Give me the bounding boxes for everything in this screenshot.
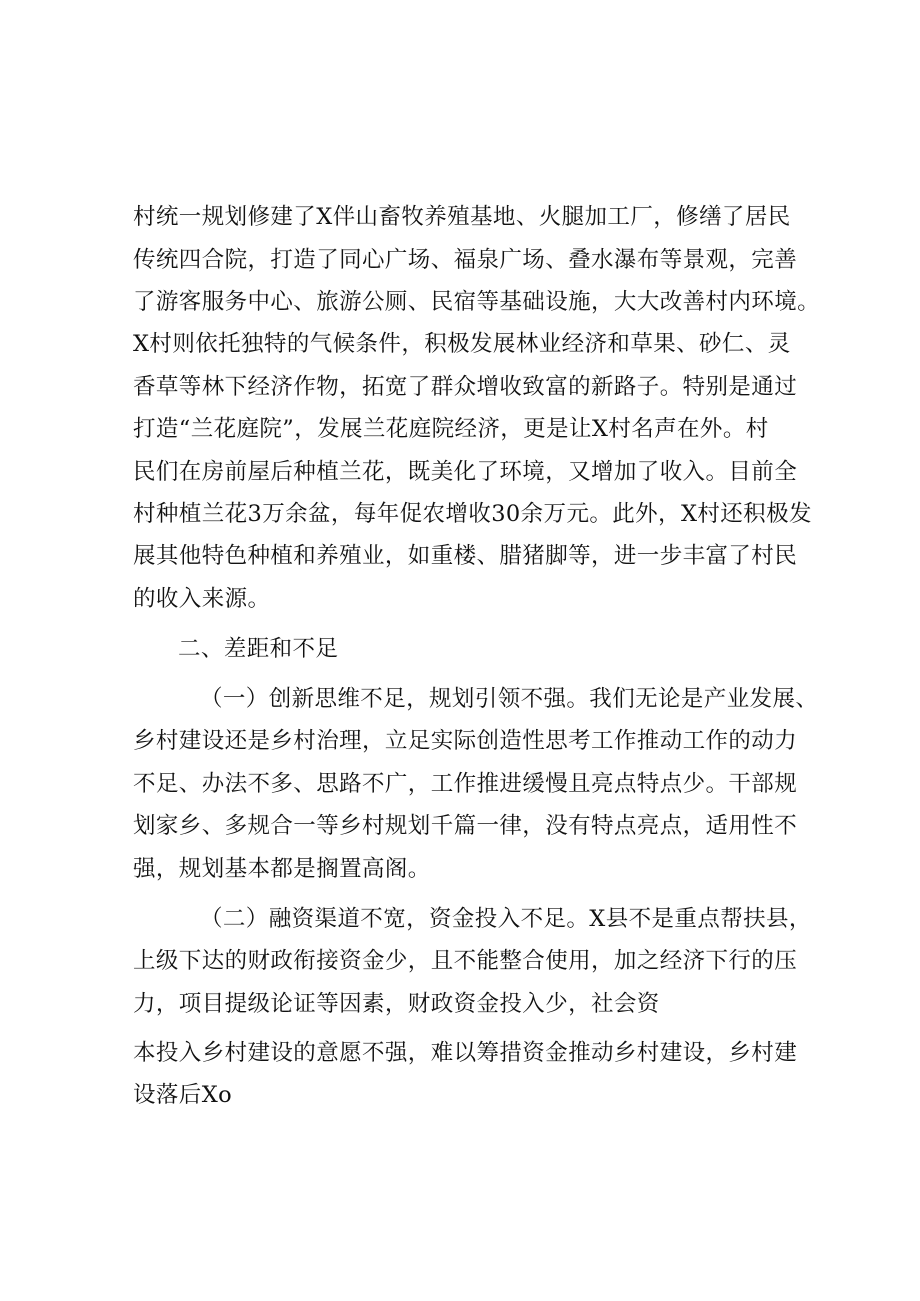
- body-text-line: 强，规划基本都是搁置高阁。: [133, 856, 431, 882]
- body-text-line: 设落后Xo: [133, 1082, 233, 1108]
- body-text-line: 民们在房前屋后种植兰花，既美化了环境，又增加了收入。目前全: [133, 459, 798, 485]
- body-text-line: 划家乡、多规合一等乡村规划千篇一律，没有特点亮点，适用性不: [133, 813, 798, 839]
- body-text-line: 上级下达的财政衔接资金少，且不能整合使用，加之经济下行的压: [133, 948, 798, 974]
- body-text-line: 打造“兰花庭院”，发展兰花庭院经济，更是让X村名声在外。村: [133, 416, 769, 442]
- body-text-line: 不足、办法不多、思路不广，工作推进缓慢且亮点特点少。干部规: [133, 771, 798, 797]
- body-text-line: （一）创新思维不足，规划引领不强。我们无论是产业发展、: [200, 686, 819, 712]
- body-text-line: （二）融资渠道不宽，资金投入不足。X县不是重点帮扶县，: [200, 906, 812, 932]
- body-text-line: 传统四合院，打造了同心广场、福泉广场、叠水瀑布等景观，完善: [133, 247, 798, 273]
- body-text-line: 力，项目提级论证等因素，财政资金投入少，社会资: [133, 991, 660, 1017]
- body-text-line: 村统一规划修建了X伴山畜牧养殖基地、火腿加工厂，修缮了居民: [133, 204, 791, 230]
- body-text-line: 村种植兰花3万余盆，每年促农增收30余万元。此外，X村还积极发: [133, 501, 812, 527]
- body-text-line: 展其他特色种植和养殖业，如重楼、腊猪脚等，进一步丰富了村民: [133, 543, 798, 569]
- body-text-line: 乡村建设还是乡村治理，立足实际创造性思考工作推动工作的动力: [133, 728, 798, 754]
- body-text-line: 了游客服务中心、旅游公厕、民宿等基础设施，大大改善村内环境。: [133, 289, 821, 315]
- body-text-line: 的收入来源。: [133, 586, 271, 612]
- body-text-line: X村则依托独特的气候条件，积极发展林业经济和草果、砂仁、灵: [133, 331, 791, 357]
- section-heading: 二、差距和不足: [178, 636, 339, 662]
- body-text-line: 香草等林下经济作物，拓宽了群众增收致富的新路子。特别是通过: [133, 374, 798, 400]
- body-text-line: 本投入乡村建设的意愿不强，难以筹措资金推动乡村建设，乡村建: [133, 1040, 798, 1066]
